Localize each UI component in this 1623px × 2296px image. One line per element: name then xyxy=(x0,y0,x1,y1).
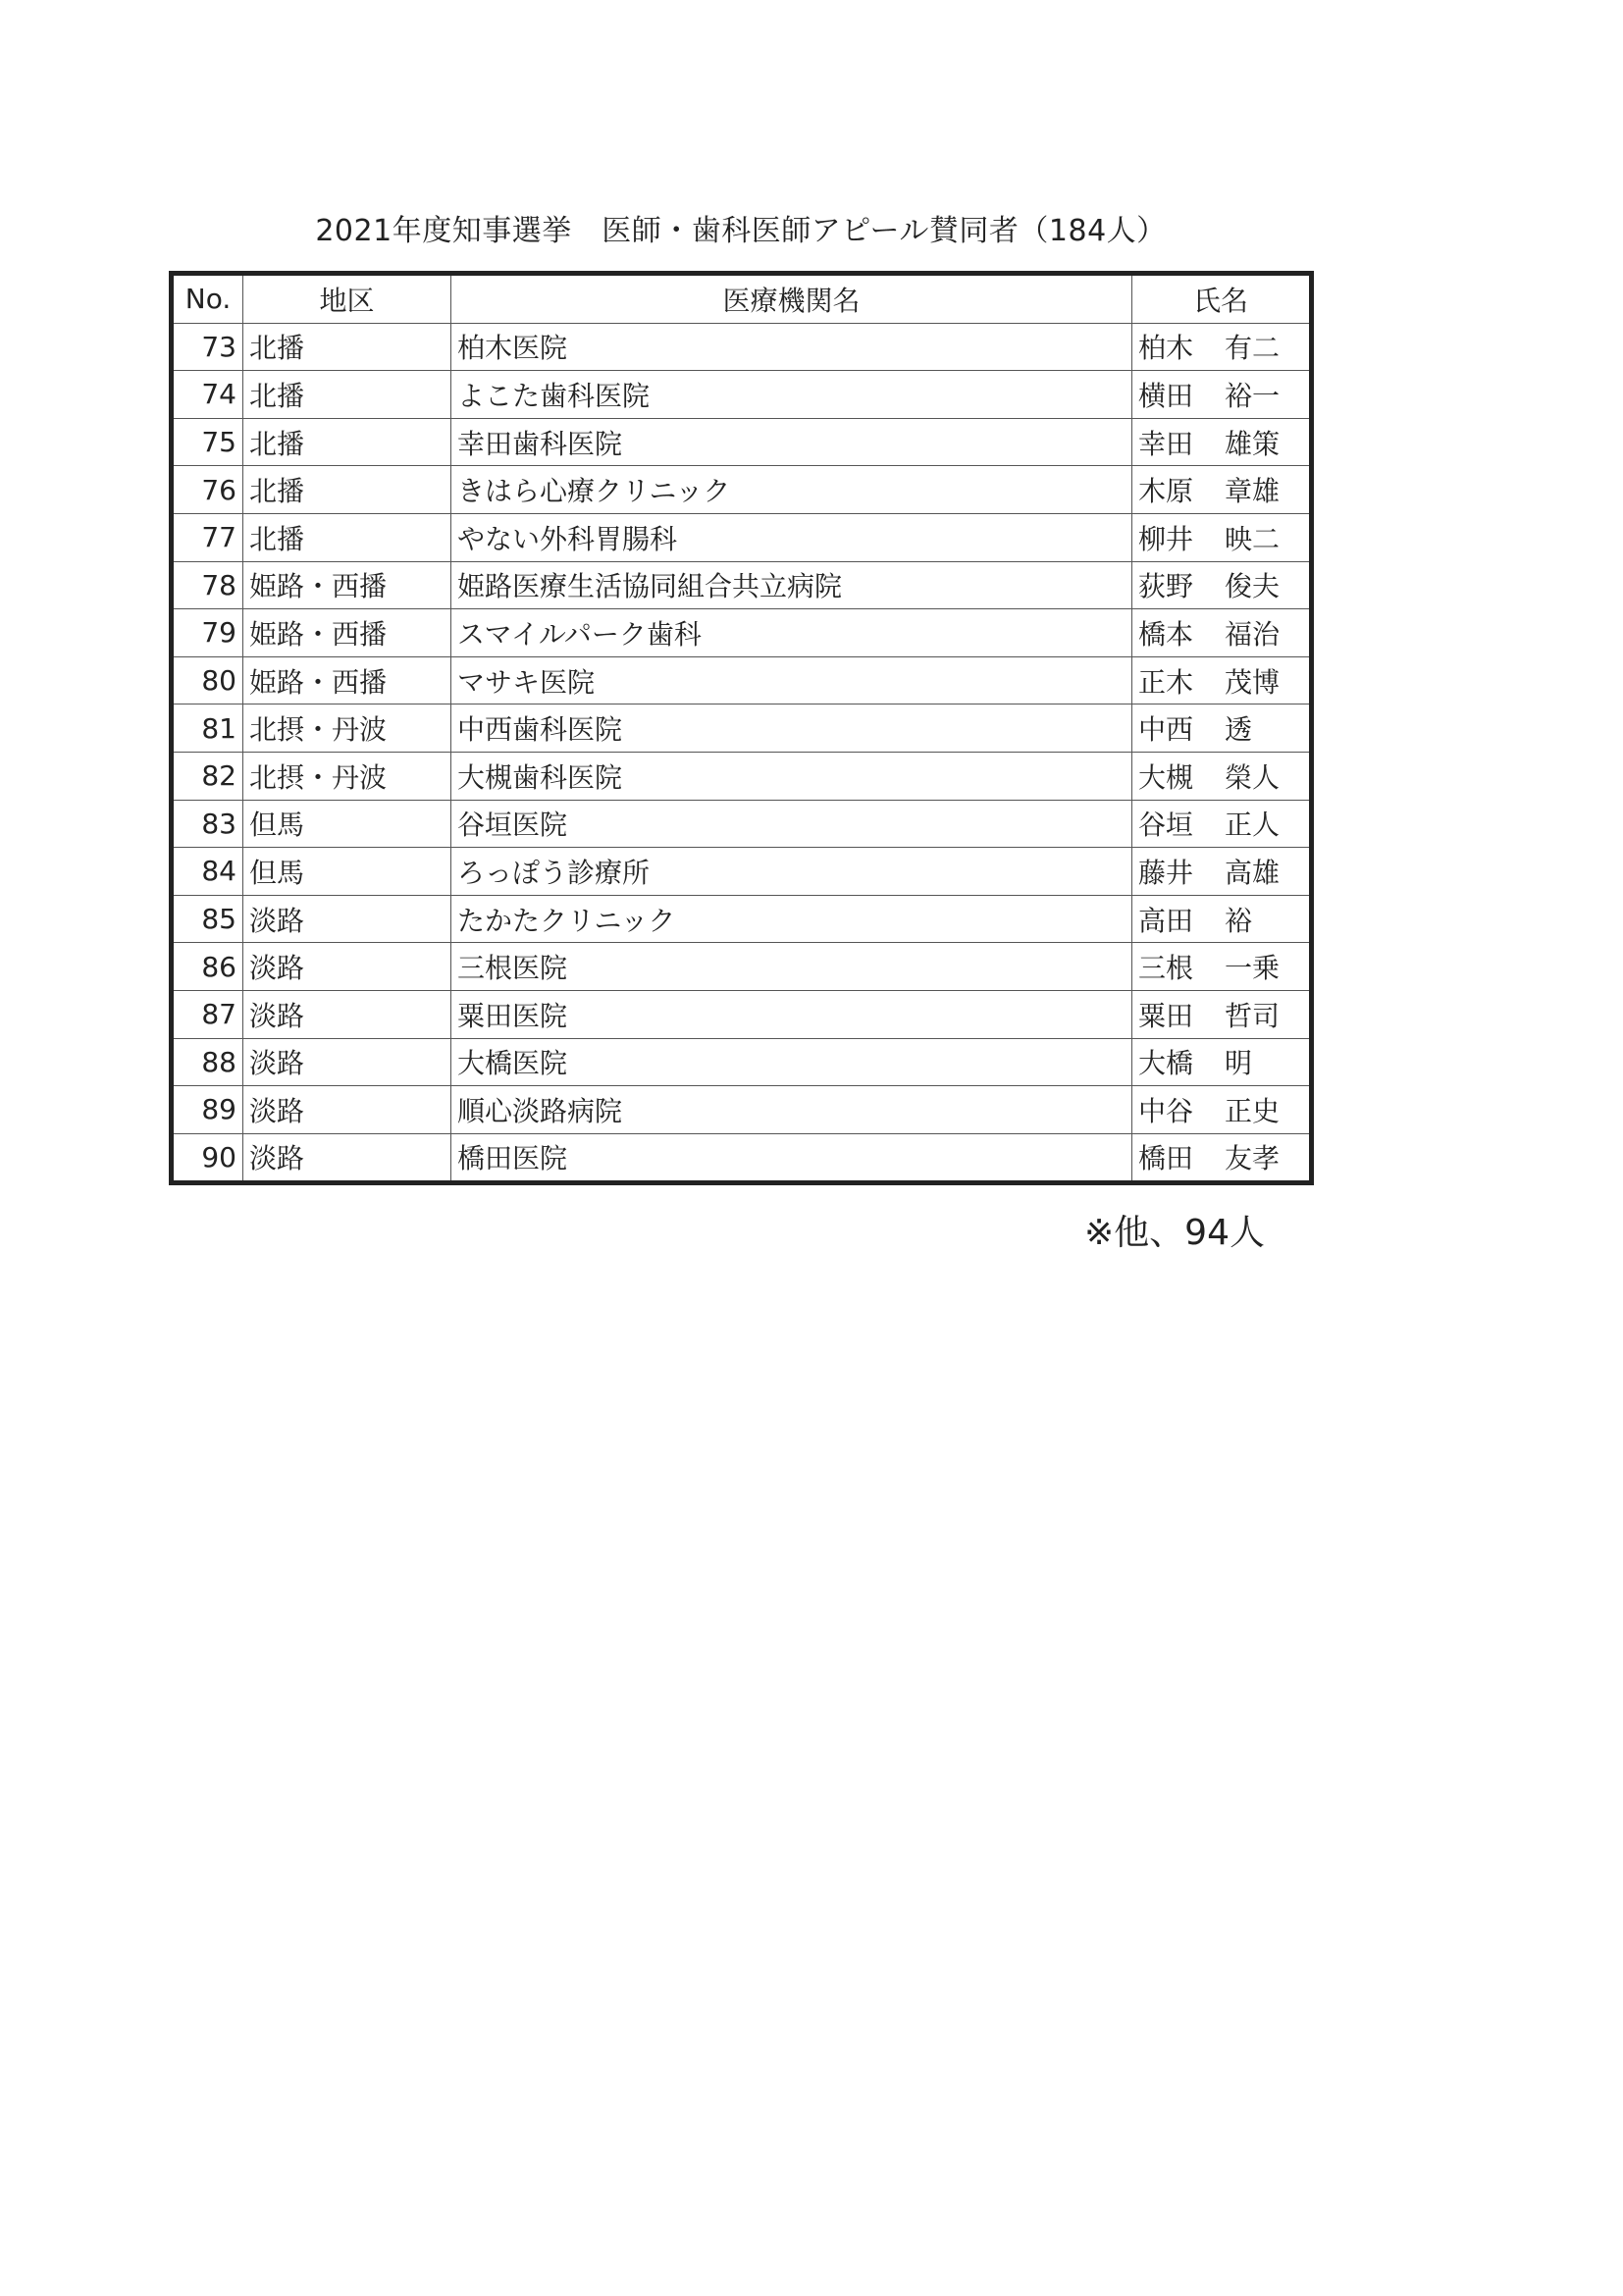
row-given-name: 哲司 xyxy=(1225,999,1281,1032)
row-surname: 正木 xyxy=(1138,665,1194,699)
row-surname: 柳井 xyxy=(1138,522,1194,555)
row-number: 73 xyxy=(172,323,243,371)
table-row xyxy=(172,752,1312,800)
row-given-name: 正史 xyxy=(1225,1094,1281,1127)
row-area: 北播 xyxy=(243,371,451,419)
table-row xyxy=(172,990,1312,1038)
row-name xyxy=(1132,513,1312,561)
table-row xyxy=(172,1038,1312,1086)
row-institution: 谷垣医院 xyxy=(451,800,1132,848)
row-surname: 三根 xyxy=(1138,952,1194,985)
row-institution: やない外科胃腸科 xyxy=(451,513,1132,561)
row-area: 淡路 xyxy=(243,943,451,991)
row-given-name: 透 xyxy=(1225,713,1253,747)
row-number: 86 xyxy=(172,943,243,991)
row-given-name: 雄策 xyxy=(1225,427,1281,460)
row-number: 76 xyxy=(172,466,243,514)
row-area: 淡路 xyxy=(243,990,451,1038)
row-institution: 中西歯科医院 xyxy=(451,704,1132,753)
row-area: 北播 xyxy=(243,418,451,466)
row-surname: 橋田 xyxy=(1138,1142,1194,1175)
table-row xyxy=(172,371,1312,419)
row-institution: 大槻歯科医院 xyxy=(451,752,1132,800)
row-surname: 橋本 xyxy=(1138,617,1194,651)
row-number: 90 xyxy=(172,1133,243,1183)
row-name xyxy=(1132,990,1312,1038)
row-name xyxy=(1132,895,1312,943)
table-row xyxy=(172,895,1312,943)
row-given-name: 高雄 xyxy=(1225,856,1281,889)
row-surname: 横田 xyxy=(1138,379,1194,412)
row-given-name: 明 xyxy=(1225,1047,1253,1080)
table-row xyxy=(172,466,1312,514)
row-name xyxy=(1132,371,1312,419)
row-institution: 柏木医院 xyxy=(451,323,1132,371)
row-institution: スマイルパーク歯科 xyxy=(451,609,1132,657)
table-row xyxy=(172,656,1312,704)
row-area: 姫路・西播 xyxy=(243,656,451,704)
header-name: 氏名 xyxy=(1132,274,1312,324)
row-number: 87 xyxy=(172,990,243,1038)
row-given-name: 一乗 xyxy=(1225,952,1281,985)
row-surname: 藤井 xyxy=(1138,856,1194,889)
row-surname: 中西 xyxy=(1138,713,1194,747)
row-name xyxy=(1132,609,1312,657)
table-row xyxy=(172,513,1312,561)
row-surname: 谷垣 xyxy=(1138,809,1194,842)
row-surname: 大橋 xyxy=(1138,1047,1194,1080)
row-given-name: 茂博 xyxy=(1225,665,1281,699)
row-institution: マサキ医院 xyxy=(451,656,1132,704)
row-surname: 大槻 xyxy=(1138,760,1194,794)
row-area: 姫路・西播 xyxy=(243,561,451,609)
row-area: 淡路 xyxy=(243,1086,451,1134)
row-institution: 三根医院 xyxy=(451,943,1132,991)
row-institution: 橋田医院 xyxy=(451,1133,1132,1183)
row-area: 北播 xyxy=(243,513,451,561)
table-row xyxy=(172,561,1312,609)
table-row xyxy=(172,323,1312,371)
row-number: 75 xyxy=(172,418,243,466)
header-area: 地区 xyxy=(243,274,451,324)
row-surname: 中谷 xyxy=(1138,1094,1194,1127)
row-institution: ろっぽう診療所 xyxy=(451,848,1132,896)
row-name xyxy=(1132,752,1312,800)
row-given-name: 福治 xyxy=(1225,617,1281,651)
row-number: 89 xyxy=(172,1086,243,1134)
row-number: 78 xyxy=(172,561,243,609)
table-row xyxy=(172,848,1312,896)
row-number: 85 xyxy=(172,895,243,943)
row-number: 74 xyxy=(172,371,243,419)
row-number: 82 xyxy=(172,752,243,800)
row-given-name: 正人 xyxy=(1225,809,1281,842)
row-name xyxy=(1132,323,1312,371)
row-area: 但馬 xyxy=(243,848,451,896)
row-number: 88 xyxy=(172,1038,243,1086)
row-area: 但馬 xyxy=(243,800,451,848)
row-area: 北播 xyxy=(243,466,451,514)
row-institution: 幸田歯科医院 xyxy=(451,418,1132,466)
supporters-table xyxy=(169,271,1314,1185)
row-number: 81 xyxy=(172,704,243,753)
row-institution: 粟田医院 xyxy=(451,990,1132,1038)
row-number: 83 xyxy=(172,800,243,848)
table-row xyxy=(172,1133,1312,1183)
row-given-name: 映二 xyxy=(1225,522,1281,555)
row-institution: よこた歯科医院 xyxy=(451,371,1132,419)
row-given-name: 裕一 xyxy=(1225,379,1281,412)
row-name xyxy=(1132,466,1312,514)
row-surname: 荻野 xyxy=(1138,570,1194,603)
row-area: 淡路 xyxy=(243,895,451,943)
row-given-name: 裕 xyxy=(1225,904,1253,937)
table-row xyxy=(172,704,1312,753)
row-surname: 高田 xyxy=(1138,904,1194,937)
header-institution: 医療機関名 xyxy=(451,274,1132,324)
row-surname: 粟田 xyxy=(1138,999,1194,1032)
row-area: 北摂・丹波 xyxy=(243,752,451,800)
row-name xyxy=(1132,1086,1312,1134)
row-name xyxy=(1132,561,1312,609)
row-name xyxy=(1132,800,1312,848)
table-row xyxy=(172,943,1312,991)
row-institution: きはら心療クリニック xyxy=(451,466,1132,514)
table-row xyxy=(172,418,1312,466)
row-name xyxy=(1132,943,1312,991)
row-given-name: 友孝 xyxy=(1225,1142,1281,1175)
row-given-name: 章雄 xyxy=(1225,475,1281,508)
row-surname: 柏木 xyxy=(1138,332,1194,365)
header-no: No. xyxy=(172,274,243,324)
footnote: ※他、94人 xyxy=(1084,1213,1265,1253)
row-institution: たかたクリニック xyxy=(451,895,1132,943)
table-header-row xyxy=(172,274,1312,324)
row-name xyxy=(1132,704,1312,753)
row-number: 79 xyxy=(172,609,243,657)
row-surname: 木原 xyxy=(1138,475,1194,508)
row-area: 淡路 xyxy=(243,1133,451,1183)
row-given-name: 有二 xyxy=(1225,332,1281,365)
row-area: 淡路 xyxy=(243,1038,451,1086)
row-name xyxy=(1132,418,1312,466)
row-given-name: 榮人 xyxy=(1225,760,1281,794)
row-name xyxy=(1132,1038,1312,1086)
document-title: 2021年度知事選挙 医師・歯科医師アピール賛同者（184人） xyxy=(315,214,1167,248)
row-institution: 順心淡路病院 xyxy=(451,1086,1132,1134)
table-row xyxy=(172,609,1312,657)
row-number: 77 xyxy=(172,513,243,561)
row-area: 北摂・丹波 xyxy=(243,704,451,753)
row-area: 姫路・西播 xyxy=(243,609,451,657)
row-name xyxy=(1132,1133,1312,1183)
row-number: 80 xyxy=(172,656,243,704)
row-given-name: 俊夫 xyxy=(1225,570,1281,603)
table-row xyxy=(172,1086,1312,1134)
row-surname: 幸田 xyxy=(1138,427,1194,460)
row-name xyxy=(1132,848,1312,896)
row-area: 北播 xyxy=(243,323,451,371)
row-institution: 大橋医院 xyxy=(451,1038,1132,1086)
row-number: 84 xyxy=(172,848,243,896)
row-name xyxy=(1132,656,1312,704)
row-institution: 姫路医療生活協同組合共立病院 xyxy=(451,561,1132,609)
table-row xyxy=(172,800,1312,848)
